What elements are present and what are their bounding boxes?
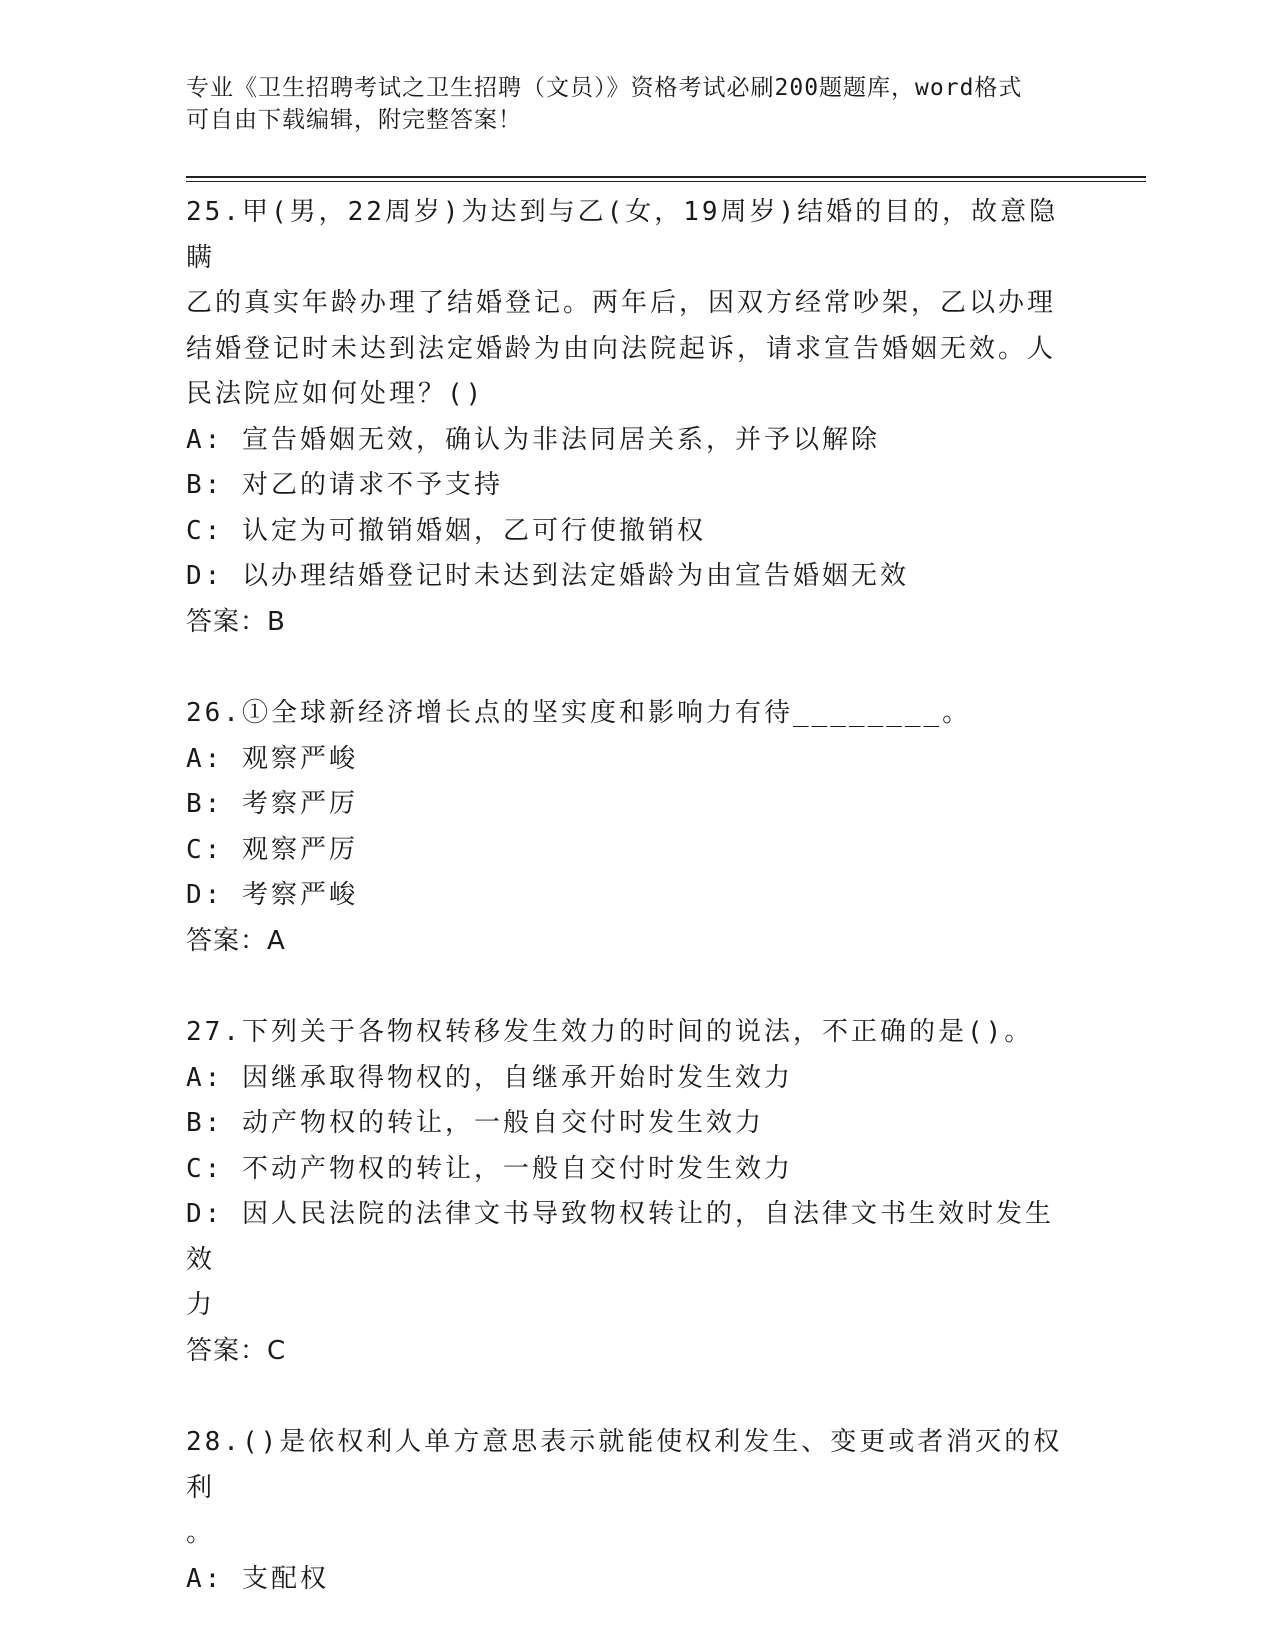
option-b: B: 对乙的请求不予支持 [186, 470, 503, 500]
header-line-2: 可自由下载编辑，附完整答案！ [186, 107, 522, 133]
question-stem-line: 28.()是依权利人单方意思表示就能使权利发生、变更或者消灭的权利 [186, 1427, 1063, 1503]
question-stem-line: 25.甲(男，22周岁)为达到与乙(女，19周岁)结婚的目的，故意隐瞒 [186, 197, 1059, 273]
answer-label: 答案：B [186, 606, 286, 637]
option-b: B: 动产物权的转让，一般自交付时发生效力 [186, 1108, 764, 1138]
answer-label: 答案：A [186, 925, 286, 956]
question-27 [186, 1010, 1066, 1374]
question-stem-line: 乙的真实年龄办理了结婚登记。两年后，因双方经常吵架，乙以办理 [186, 288, 1057, 318]
question-28 [186, 1420, 1066, 1602]
option-c: C: 认定为可撤销婚姻，乙可行使撤销权 [186, 515, 706, 546]
header-divider-thick [186, 176, 1146, 178]
option-a: A: 宣告婚姻无效，确认为非法同居关系，并予以解除 [186, 424, 880, 455]
question-26 [186, 691, 1066, 964]
question-stem-line: 27.下列关于各物权转移发生效力的时间的说法，不正确的是()。 [186, 1017, 1034, 1047]
question-stem-line: 民法院应如何处理？() [186, 379, 485, 409]
option-b: B: 考察严厉 [186, 789, 358, 819]
document-header [186, 72, 1066, 136]
option-a: A: 因继承取得物权的，自继承开始时发生效力 [186, 1062, 793, 1093]
question-stem-line: 26.①全球新经济增长点的坚实度和影响力有待________。 [186, 698, 972, 728]
question-list [186, 190, 1066, 1648]
question-stem-line: 结婚登记时未达到法定婚龄为由向法院起诉，请求宣告婚姻无效。人 [186, 333, 1057, 364]
option-d-continuation: 力 [186, 1290, 216, 1320]
answer-label: 答案：C [186, 1335, 287, 1366]
option-d: D: 因人民法院的法律文书导致物权转让的，自法律文书生效时发生效 [186, 1199, 1054, 1275]
option-c: C: 观察严厉 [186, 834, 358, 865]
header-line-1: 专业《卫生招聘考试之卫生招聘（文员）》资格考试必刷200题题库，word格式 [186, 75, 1023, 101]
option-a: A: 支配权 [186, 1563, 329, 1594]
option-a: A: 观察严峻 [186, 743, 358, 774]
option-d: D: 以办理结婚登记时未达到法定婚龄为由宣告婚姻无效 [186, 561, 909, 591]
option-c: C: 不动产物权的转让，一般自交付时发生效力 [186, 1153, 793, 1184]
question-25 [186, 190, 1066, 645]
option-d: D: 考察严峻 [186, 880, 358, 910]
header-divider-thin [186, 181, 1146, 182]
question-stem-line: 。 [186, 1518, 216, 1548]
